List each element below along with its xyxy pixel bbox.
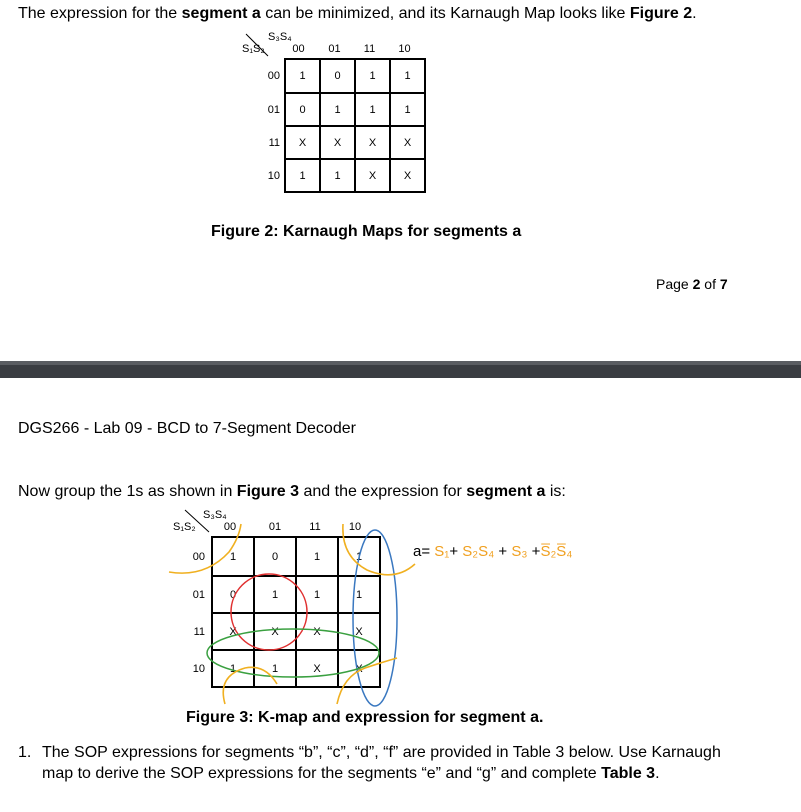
group-text-mid: and the expression for xyxy=(299,483,467,500)
intro-text-mid: can be minimized, and its Karnaugh Map looks like xyxy=(260,5,630,22)
kmap1-row xyxy=(250,93,425,126)
kmap1-col-var: S₃S₄ xyxy=(268,31,292,43)
group-loop-green xyxy=(207,629,379,677)
kmap1-col-header: 00 xyxy=(292,43,305,55)
page-of: of xyxy=(700,276,720,292)
kmap2-col-header: 00 xyxy=(223,521,237,533)
kmap2-col-var: S₃S₄ xyxy=(203,509,227,521)
kmap2-cell: X xyxy=(338,650,380,687)
kmap1-col-header: 01 xyxy=(328,43,341,55)
segment-a-expression xyxy=(413,543,572,560)
page-total: 7 xyxy=(719,276,728,292)
kmap1-cell: X xyxy=(390,159,425,192)
kmap1-col-header: 10 xyxy=(398,43,411,55)
kmap1-cell: 1 xyxy=(285,59,320,93)
kmap1-cell: 1 xyxy=(355,59,390,93)
kmap2-cell: X xyxy=(296,650,338,687)
kmap1-cell: 1 xyxy=(355,93,390,126)
document-title: DGS266 - Lab 09 - BCD to 7-Segment Decoder xyxy=(18,420,356,437)
kmap1-cell: X xyxy=(320,126,355,159)
group-text: Now group the 1s as shown in xyxy=(18,483,237,500)
kmap2-cell: 0 xyxy=(254,537,296,576)
group-loop-yellow-top-left xyxy=(169,521,241,573)
group-text-end: is: xyxy=(545,483,566,500)
page-break-highlight xyxy=(0,361,801,365)
kmap2-cell: X xyxy=(296,613,338,650)
kmap1-cell: 0 xyxy=(320,59,355,93)
kmap2-cell: 1 xyxy=(212,537,254,576)
figure-2-caption: Figure 2: Karnaugh Maps for segments a xyxy=(211,223,522,240)
intro-paragraph xyxy=(18,4,748,24)
list-item-text: The SOP expressions for segments “b”, “c”, “d”, “f” are provided in Table 3 below. Use Karnaugh map to derive the SOP expressions for the segments “e” and “g” and complete xyxy=(42,744,721,782)
kmap2-row-header: 00 xyxy=(192,550,205,563)
kmap1-grid xyxy=(250,58,426,193)
list-item-body xyxy=(42,742,738,784)
kmap1-row-header: 00 xyxy=(267,70,280,82)
kmap1-cell: 1 xyxy=(390,93,425,126)
group-paragraph xyxy=(18,482,566,502)
kmap1-cell: 1 xyxy=(390,59,425,93)
expression-lhs: a= xyxy=(413,543,435,560)
intro-text-end: . xyxy=(692,5,697,22)
group-bold-figure: Figure 3 xyxy=(236,483,300,500)
kmap1-row-header: 11 xyxy=(268,136,280,149)
kmap2-col-header: 01 xyxy=(268,521,282,533)
kmap2-cell: X xyxy=(254,613,296,650)
kmap2-cell: 1 xyxy=(254,576,296,613)
kmap2-row-var: S₁S₂ xyxy=(173,521,196,533)
expression-term: S₂S₄ xyxy=(462,543,495,560)
instruction-list-item xyxy=(18,742,738,784)
kmap1-cell: X xyxy=(390,126,425,159)
kmap1-row xyxy=(250,126,425,159)
kmap1-col-headers xyxy=(280,43,420,57)
kmap2-col-header: 11 xyxy=(309,521,321,533)
kmap2-cell: 1 xyxy=(296,537,338,576)
kmap1-cell: X xyxy=(355,159,390,192)
kmap2-col-header: 10 xyxy=(348,521,362,533)
kmap-figure-2 xyxy=(236,30,426,200)
expression-plus: + xyxy=(494,543,512,560)
kmap2-cell: 0 xyxy=(212,576,254,613)
group-loop-yellow-bottom-left xyxy=(223,667,277,704)
kmap1-cell: 1 xyxy=(285,159,320,192)
page-current: 2 xyxy=(692,276,701,292)
expression-term: S₃ xyxy=(511,543,528,560)
kmap2-cell: X xyxy=(338,613,380,650)
expression-term: S̅₂S̅₄ xyxy=(540,543,573,560)
list-number: 1. xyxy=(18,744,32,761)
kmap2-grouping-annotations xyxy=(165,508,425,708)
intro-bold-figure: Figure 2 xyxy=(629,5,693,22)
expression-term: S₁ xyxy=(434,543,450,560)
kmap1-cell: 1 xyxy=(320,159,355,192)
kmap-figure-3 xyxy=(165,508,425,708)
kmap1-cell: 0 xyxy=(285,93,320,126)
page-footer xyxy=(656,276,728,292)
kmap2-cell: 1 xyxy=(212,650,254,687)
list-item-bold: Table 3 xyxy=(601,765,656,782)
kmap2-row-header: 10 xyxy=(192,662,205,675)
kmap2-cell: 1 xyxy=(254,650,296,687)
expression-plus: + xyxy=(449,543,463,560)
intro-text: The expression for the xyxy=(18,5,182,22)
kmap1-row xyxy=(250,159,425,192)
page-label: Page xyxy=(656,276,693,292)
intro-bold-segment: segment a xyxy=(181,5,261,22)
kmap2-row-header: 11 xyxy=(193,625,205,638)
figure-3-caption: Figure 3: K-map and expression for segment a. xyxy=(186,709,544,726)
list-item-text-end: . xyxy=(655,765,660,782)
kmap2-cell: 1 xyxy=(338,537,380,576)
kmap1-cell: X xyxy=(285,126,320,159)
group-bold-segment: segment a xyxy=(466,483,546,500)
kmap1-row-var: S₁S₂ xyxy=(242,43,265,55)
kmap1-col-header: 11 xyxy=(363,43,376,55)
group-loop-blue xyxy=(353,530,397,706)
kmap1-row-header: 01 xyxy=(267,103,280,116)
kmap1-cell: 1 xyxy=(320,93,355,126)
kmap1-row-header: 10 xyxy=(267,169,280,182)
kmap1-cell: X xyxy=(355,126,390,159)
expression-plus: + xyxy=(527,543,541,560)
group-loop-red xyxy=(231,574,307,650)
kmap2-cell: 1 xyxy=(338,576,380,613)
kmap2-cell: X xyxy=(212,613,254,650)
kmap2-cell: 1 xyxy=(296,576,338,613)
kmap2-row-header: 01 xyxy=(192,588,205,601)
kmap1-row xyxy=(250,59,425,93)
